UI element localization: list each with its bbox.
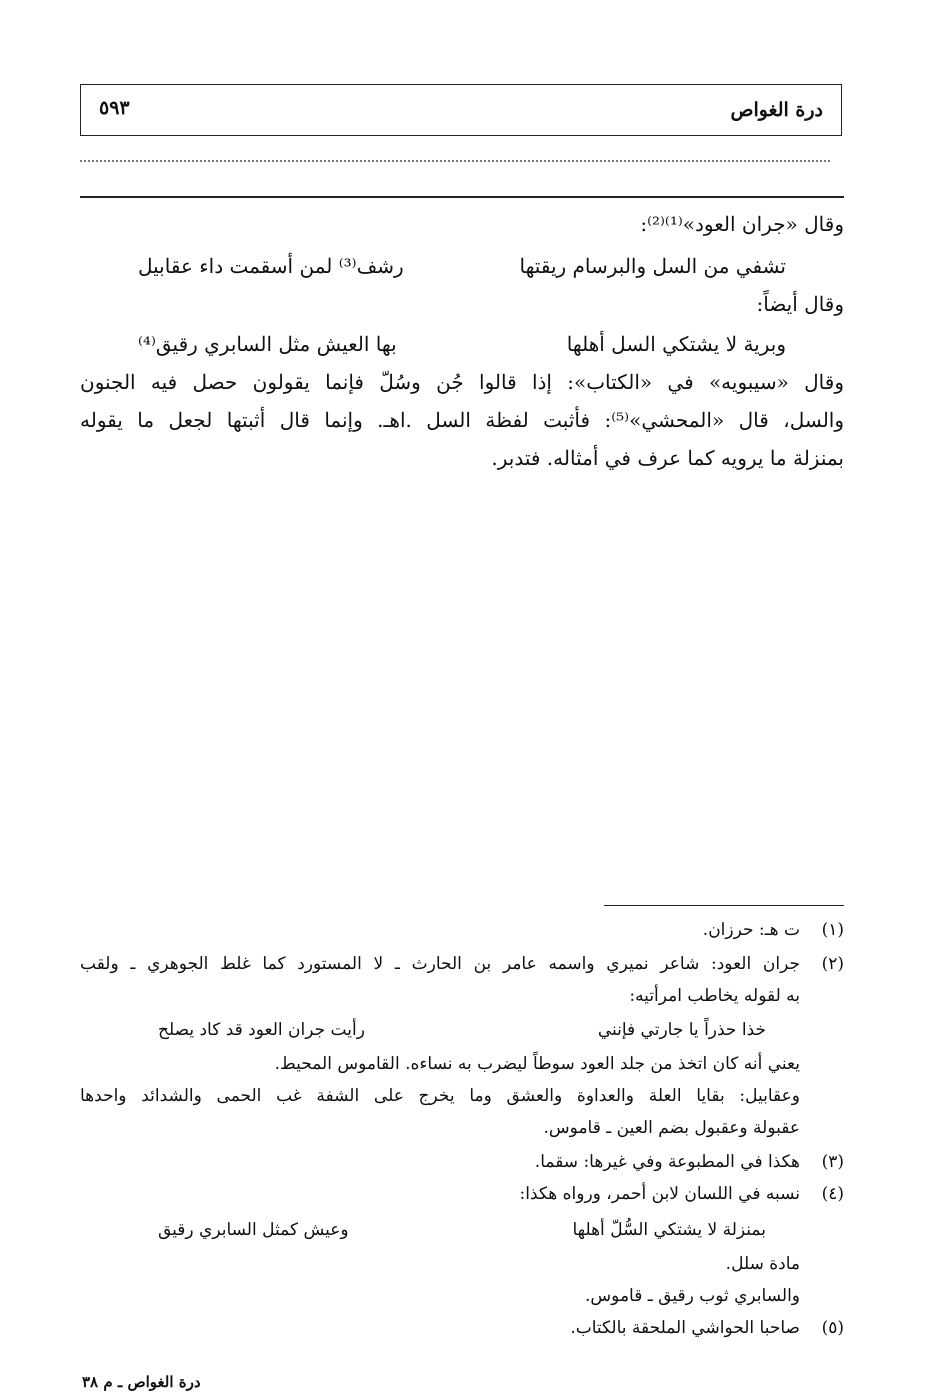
footnote-number: (١): [821, 920, 844, 940]
verse-first-hemistich: خذا حذراً يا جارتي فإنني: [597, 1020, 766, 1040]
text-line: وقال «جران العود»⁽¹⁾⁽²⁾:: [640, 212, 844, 236]
footnote-text: والسابري ثوب رقيق ـ قاموس.: [585, 1286, 800, 1306]
page-number: ٥٩٣: [99, 97, 130, 119]
verse-first-hemistich: بمنزلة لا يشتكي السُّلّ أهلها: [572, 1220, 766, 1240]
footnote-text: صاحبا الحواشي الملحقة بالكتاب.: [570, 1318, 800, 1338]
paragraph-line: وقال «سيبويه» في «الكتاب»: إذا قالوا جُن وسُلّ فإنما يقولون حصل فيه الجنون: [80, 370, 844, 394]
verse-second-hemistich: رشف⁽³⁾ لمن أسقمت داء عقابيل: [138, 254, 404, 278]
footnote-number: (٢): [821, 954, 844, 974]
verse-second-hemistich: رأيت جران العود قد كاد يصلح: [158, 1020, 365, 1040]
footnote-number: (٣): [821, 1152, 844, 1172]
page-header: [80, 84, 842, 136]
text-line: وقال أيضاً:: [756, 292, 844, 316]
dotted-separator: [80, 150, 830, 162]
footnote-text: جران العود: شاعر نميري واسمه عامر بن الحارث ـ لا المستورد كما غلط الجوهري ـ ولقب: [80, 954, 800, 974]
footnote-rule: [604, 905, 844, 906]
footnotes: [80, 920, 844, 1350]
header-rule: [80, 196, 844, 198]
footnote-text: به لقوله يخاطب امرأتيه:: [629, 986, 800, 1006]
printer-signature: درة الغواص ـ م ٣٨: [82, 1373, 201, 1391]
running-title: درة الغواص: [730, 99, 823, 121]
footnote-number: (٤): [821, 1184, 844, 1204]
footnote-text: وعقابيل: بقايا العلة والعداوة والعشق وما يخرج على الشفة غب الحمى والشدائد واحدها: [80, 1086, 800, 1106]
footnote-text: يعني أنه كان اتخذ من جلد العود سوطاً ليضرب به نساءه. القاموس المحيط.: [274, 1054, 800, 1074]
footnote-text: مادة سلل.: [725, 1254, 800, 1274]
footnote-number: (٥): [821, 1318, 844, 1338]
verse-first-hemistich: وبرية لا يشتكي السل أهلها: [566, 332, 786, 356]
verse-first-hemistich: تشفي من السل والبرسام ريقتها: [519, 254, 786, 278]
footnote-text: نسبه في اللسان لابن أحمر، ورواه هكذا:: [519, 1184, 800, 1204]
footnote-text: عقبولة وعقبول بضم العين ـ قاموس.: [543, 1118, 800, 1138]
paragraph-line: والسل، قال «المحشي»⁽⁵⁾: فأثبت لفظة السل .اهـ. وإنما قال أثبتها لجعل ما يقوله: [80, 408, 845, 432]
footnote-text: ت هـ: حرزان.: [702, 920, 800, 940]
verse-second-hemistich: بها العيش مثل السابري رقيق⁽⁴⁾: [138, 332, 397, 356]
main-text: [80, 212, 844, 482]
footnote-text: هكذا في المطبوعة وفي غيرها: سقما.: [534, 1152, 800, 1172]
paragraph-line: بمنزلة ما يرويه كما عرف في أمثاله. فتدبر.: [491, 446, 844, 470]
verse-second-hemistich: وعيش كمثل السابري رقيق: [158, 1220, 349, 1240]
